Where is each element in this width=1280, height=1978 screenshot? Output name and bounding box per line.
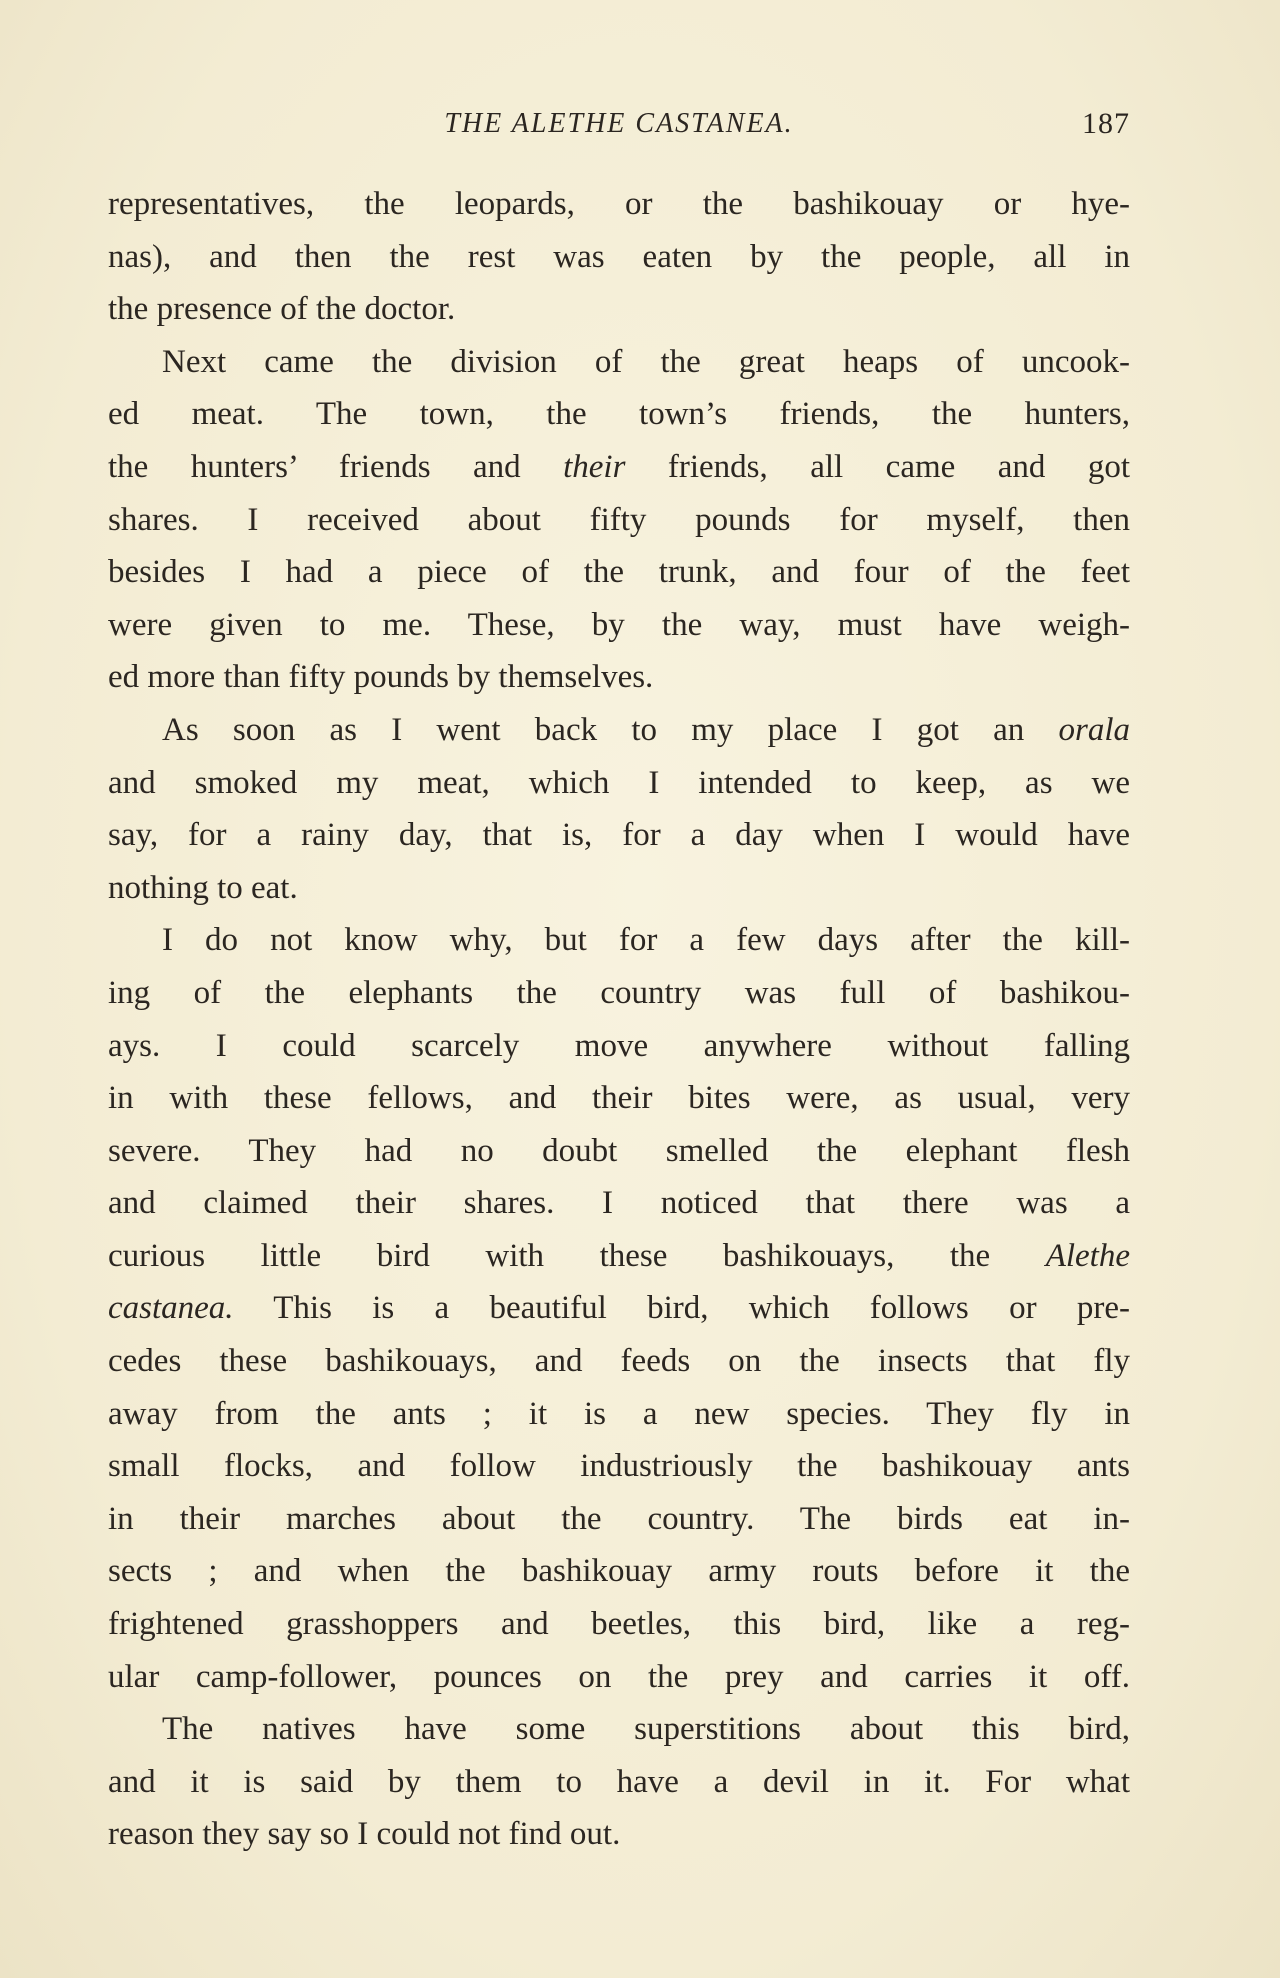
text-line (108, 1388, 1130, 1441)
text-segment: ing of the elephants the country was full of bashikou- (108, 974, 1130, 1011)
text-line (108, 178, 1130, 231)
text-line (108, 1020, 1130, 1073)
text-line (108, 599, 1130, 652)
text-segment: cedes these bashikouays, and feeds on the insects that fly (108, 1343, 1130, 1380)
text-line (108, 967, 1130, 1020)
text-segment: This is a beautiful bird, which follows or pre- (233, 1290, 1130, 1327)
text-line (108, 862, 1130, 915)
text-line (108, 651, 1130, 704)
text-segment: ed meat. The town, the town’s friends, the hunters, (108, 396, 1130, 433)
text-line (108, 231, 1130, 284)
text-segment: besides I had a piece of the trunk, and four of the feet (108, 554, 1130, 591)
text-segment: and claimed their shares. I noticed that there was a (108, 1185, 1130, 1222)
text-segment: in their marches about the country. The birds eat in- (108, 1500, 1130, 1537)
italic-text: their (563, 448, 626, 485)
text-segment: small flocks, and follow industriously the bashikouay ants (108, 1448, 1130, 1485)
italic-text: castanea. (108, 1290, 234, 1327)
text-line (108, 1230, 1130, 1283)
text-line (108, 494, 1130, 547)
text-segment: shares. I received about fifty pounds for myself, then (108, 501, 1130, 538)
text-segment: the presence of the doctor. (108, 291, 456, 328)
text-line (108, 1808, 1130, 1861)
text-segment: in with these fellows, and their bites were, as usual, very (108, 1080, 1130, 1117)
text-segment: nothing to eat. (108, 869, 298, 906)
text-line (108, 1493, 1130, 1546)
text-segment: reason they say so I could not find out. (108, 1816, 621, 1853)
text-line (108, 283, 1130, 336)
text-segment: The natives have some superstitions about this bird, (162, 1711, 1130, 1748)
text-line (108, 336, 1130, 389)
text-line (108, 1282, 1130, 1335)
body-text (108, 178, 1130, 1861)
text-line (108, 1072, 1130, 1125)
text-line (108, 1125, 1130, 1178)
text-segment: ed more than fifty pounds by themselves. (108, 659, 654, 696)
text-segment: I do not know why, but for a few days after the kill- (162, 922, 1130, 959)
text-segment: were given to me. These, by the way, must have weigh- (108, 606, 1130, 643)
text-line (108, 704, 1130, 757)
italic-text: Alethe (1045, 1237, 1130, 1274)
italic-text: orala (1058, 711, 1130, 748)
text-line (108, 914, 1130, 967)
text-line (108, 1651, 1130, 1704)
running-title: THE ALETHE CASTANEA. (444, 108, 794, 139)
text-line (108, 1335, 1130, 1388)
text-segment: As soon as I went back to my place I got an (162, 711, 1059, 748)
text-line (108, 1703, 1130, 1756)
text-line (108, 1756, 1130, 1809)
text-line (108, 441, 1130, 494)
text-line (108, 1440, 1130, 1493)
text-segment: say, for a rainy day, that is, for a day when I would have (108, 817, 1130, 854)
text-line (108, 1545, 1130, 1598)
text-segment: ays. I could scarcely move anywhere without falling (108, 1027, 1130, 1064)
text-segment: representatives, the leopards, or the bashikouay or hye- (108, 186, 1130, 222)
text-segment: away from the ants ; it is a new species. They fly in (108, 1395, 1130, 1432)
text-segment: the hunters’ friends and (108, 448, 564, 485)
text-segment: nas), and then the rest was eaten by the people, all in (108, 238, 1130, 275)
text-segment: frightened grasshoppers and beetles, this bird, like a reg- (108, 1606, 1130, 1643)
text-line (108, 1177, 1130, 1230)
text-segment: and it is said by them to have a devil in it. For what (108, 1763, 1130, 1800)
text-segment: Next came the division of the great heaps of uncook- (162, 343, 1130, 380)
page-number: 187 (1082, 107, 1130, 140)
text-segment: sects ; and when the bashikouay army routs before it the (108, 1553, 1130, 1590)
text-segment: ular camp-follower, pounces on the prey and carries it off. (108, 1658, 1130, 1695)
text-line (108, 809, 1130, 862)
text-line (108, 388, 1130, 441)
text-segment: curious little bird with these bashikouays, the (108, 1237, 1046, 1274)
text-line (108, 546, 1130, 599)
text-line (108, 1598, 1130, 1651)
text-line (108, 757, 1130, 810)
running-head (108, 104, 1130, 144)
text-segment: friends, all came and got (625, 448, 1130, 485)
text-segment: severe. They had no doubt smelled the elephant flesh (108, 1132, 1130, 1169)
text-segment: and smoked my meat, which I intended to keep, as we (108, 764, 1130, 801)
